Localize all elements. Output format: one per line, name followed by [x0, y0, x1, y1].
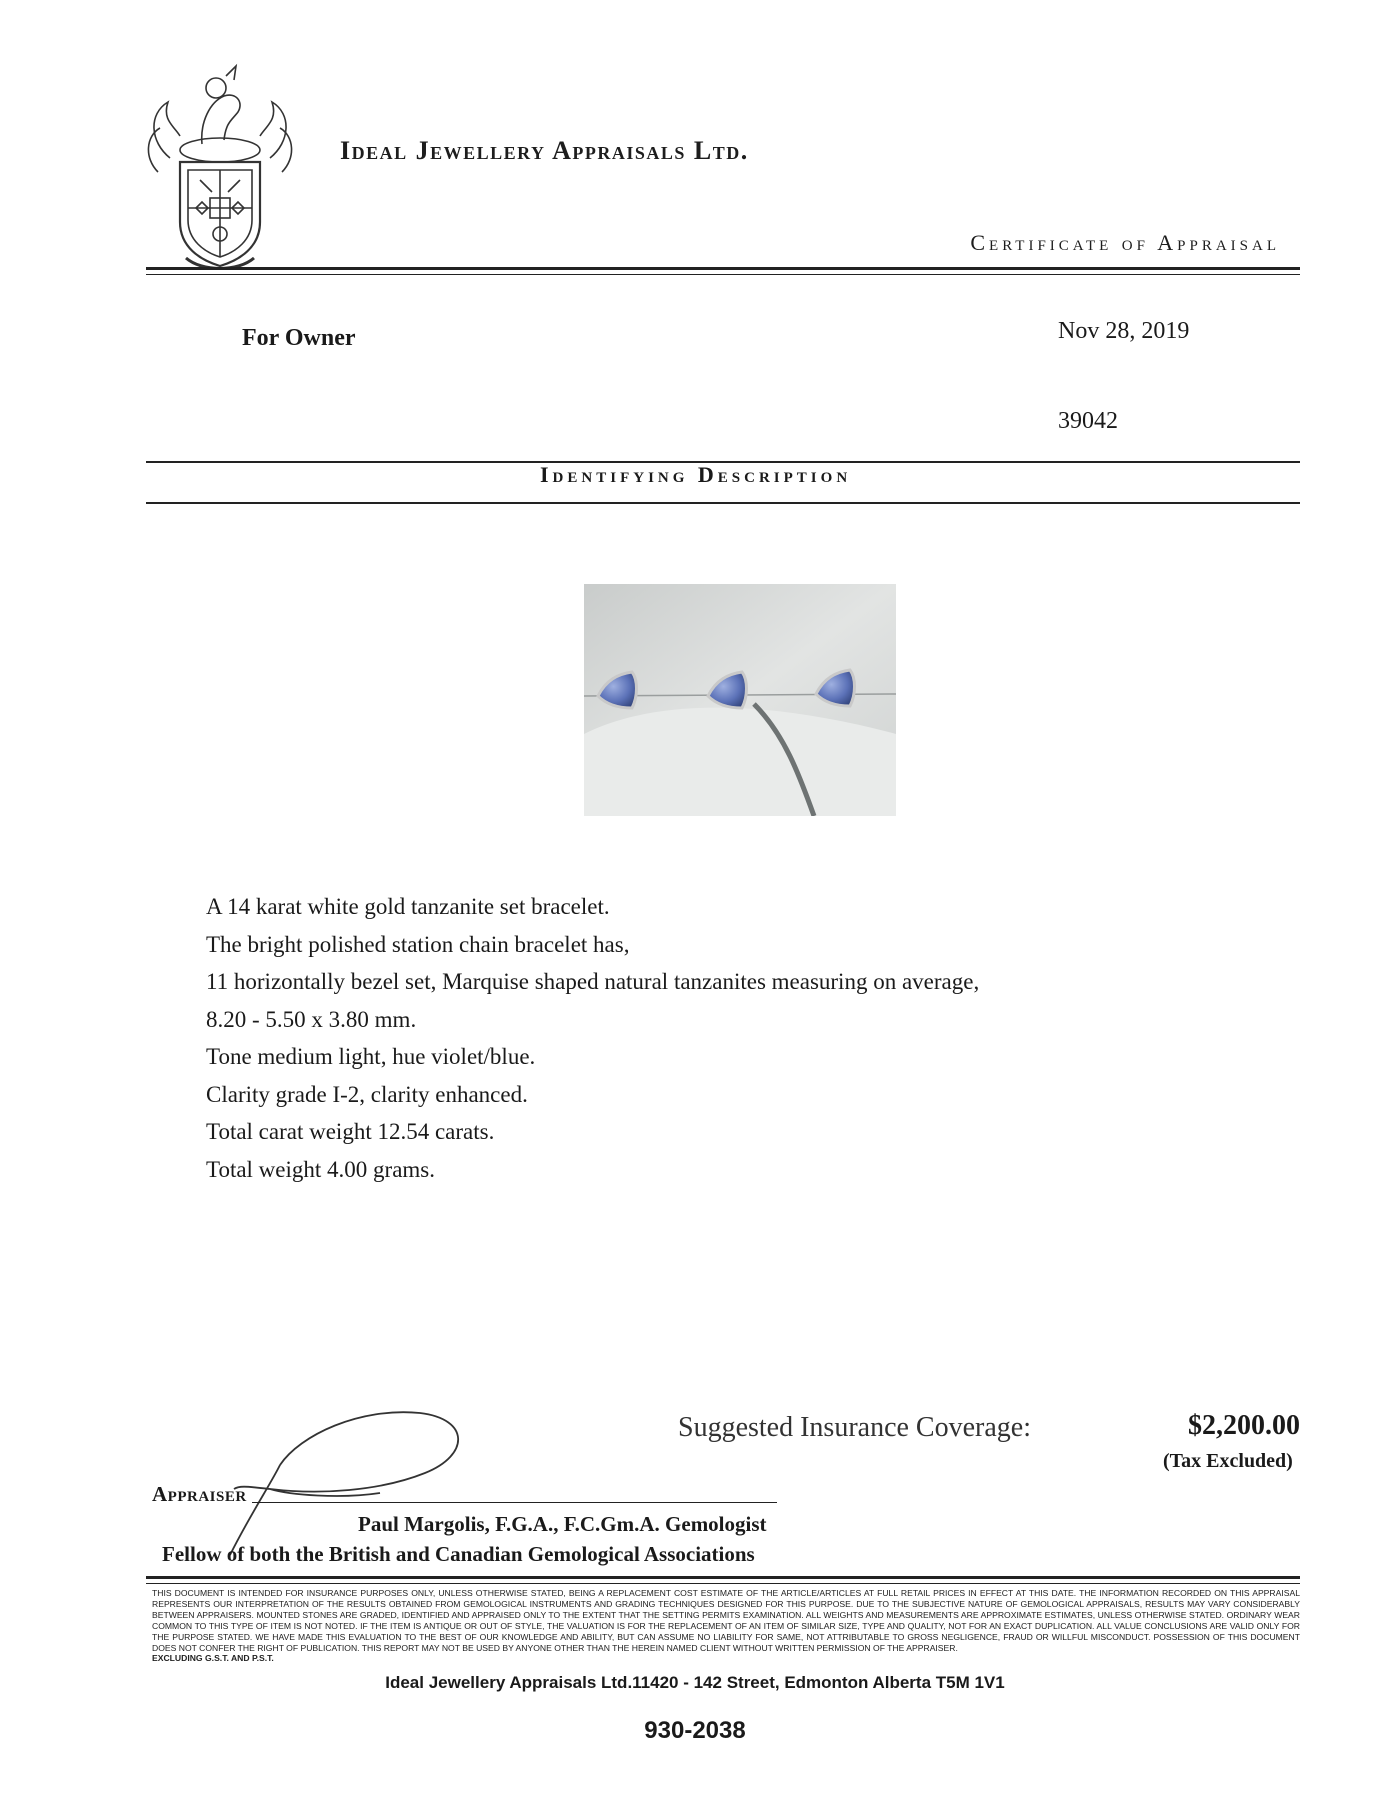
- description-line: 11 horizontally bezel set, Marquise shaped natural tanzanites measuring on average,: [206, 969, 980, 994]
- insurance-coverage-amount: $2,200.00: [1188, 1410, 1300, 1441]
- tax-exclusion-line: EXCLUDING G.S.T. AND P.S.T.: [152, 1653, 274, 1664]
- insurance-coverage-label: Suggested Insurance Coverage:: [678, 1412, 1031, 1443]
- recipient-label: For Owner: [242, 325, 356, 351]
- document-title: Certificate of Appraisal: [970, 230, 1280, 255]
- header-rule-thin: [146, 274, 1300, 275]
- section-title: Identifying Description: [540, 462, 852, 487]
- item-description: [206, 888, 979, 1188]
- description-line: Tone medium light, hue violet/blue.: [206, 1044, 536, 1069]
- header-rule-thick: [146, 267, 1300, 270]
- company-phone: 930-2038: [644, 1717, 746, 1744]
- signature-line: [252, 1502, 777, 1503]
- bracelet-photo: [584, 584, 896, 816]
- company-crest-logo: [140, 62, 300, 272]
- appraisal-date: Nov 28, 2019: [1058, 318, 1190, 344]
- appraiser-name: Paul Margolis, F.G.A., F.C.Gm.A. Gemologist: [358, 1512, 767, 1536]
- footer-rule-thin: [146, 1583, 1300, 1584]
- description-line: Total weight 4.00 grams.: [206, 1156, 435, 1182]
- description-line: Total carat weight 12.54 carats.: [206, 1119, 495, 1144]
- appraiser-credentials: Fellow of both the British and Canadian Gemological Associations: [162, 1542, 755, 1566]
- disclaimer-text: THIS DOCUMENT IS INTENDED FOR INSURANCE PURPOSES ONLY, UNLESS OTHERWISE STATED, BEING A REPLACEMENT COST ESTIMATE OF THE ARTICLE/ARTICLES AT FULL RETAIL PRICES IN EFFECT AT THIS DATE. THE INFORMATION RECORDED ON THIS APPRAISAL REPRESENTS OUR INTERPRETATION OF THE RESULTS OBTAINED FROM GEMOLOGICAL INSTRUMENTS AND GRADING TECHNIQUES DESIGNED FOR THIS PURPOSE. DUE TO THE SUBJECTIVE NATURE OF GEMOLOGICAL APPRAISALS, RESULTS MAY VARY CONSIDERABLY BETWEEN APPRAISERS. MOUNTED STONES ARE GRADED, IDENTIFIED AND APPRAISED ONLY TO THE EXTENT THAT THE SETTING PERMITS EXAMINATION. ALL WEIGHTS AND MEASUREMENTS ARE APPROXIMATE ESTIMATES, UNLESS OTHERWISE STATED. ORDINARY WEAR COMMON TO THIS TYPE OF ITEM IS NOT NOTED. IF THE ITEM IS ANTIQUE OR OUT OF STYLE, THE VALUATION IS FOR THE REPLACEMENT OF AN ITEM OF SIMILAR SIZE, TYPE AND QUALITY, NOT FOR AN EXACT DUPLICATION. ALL VALUE CONCLUSIONS ARE VALID ONLY FOR THE PURPOSE STATED. WE HAVE MADE THIS EVALUATION TO THE BEST OF OUR KNOWLEDGE AND ABILITY, BUT CAN ASSUME NO LIABILITY FOR SAME, NOT ATTRIBUTABLE TO GROSS NEGLIGENCE, FRAUD OR WILLFUL MISCONDUCT. POSSESSION OF THIS DOCUMENT DOES NOT CONFER THE RIGHT OF PUBLICATION. THIS REPORT MAY NOT BE USED BY ANYONE OTHER THAN THE HEREIN NAMED CLIENT WITHOUT WRITTEN PERMISSION OF THE APPRAISER.: [152, 1588, 1300, 1653]
- description-line: 8.20 - 5.50 x 3.80 mm.: [206, 1006, 417, 1032]
- reference-number: 39042: [1058, 408, 1118, 434]
- footer-rule-thick: [146, 1576, 1300, 1579]
- appraiser-signature: [210, 1395, 490, 1565]
- legal-disclaimer: [152, 1588, 1300, 1664]
- appraiser-label: Appraiser: [152, 1482, 247, 1506]
- company-address: Ideal Jewellery Appraisals Ltd.11420 - 142 Street, Edmonton Alberta T5M 1V1: [385, 1673, 1005, 1692]
- section-rule-bottom: [146, 502, 1300, 504]
- description-line: The bright polished station chain bracelet has,: [206, 931, 630, 957]
- tax-note: (Tax Excluded): [1163, 1450, 1293, 1472]
- description-line: Clarity grade I-2, clarity enhanced.: [206, 1081, 528, 1107]
- company-name: Ideal Jewellery Appraisals Ltd.: [340, 136, 749, 165]
- description-line: A 14 karat white gold tanzanite set bracelet.: [206, 894, 610, 919]
